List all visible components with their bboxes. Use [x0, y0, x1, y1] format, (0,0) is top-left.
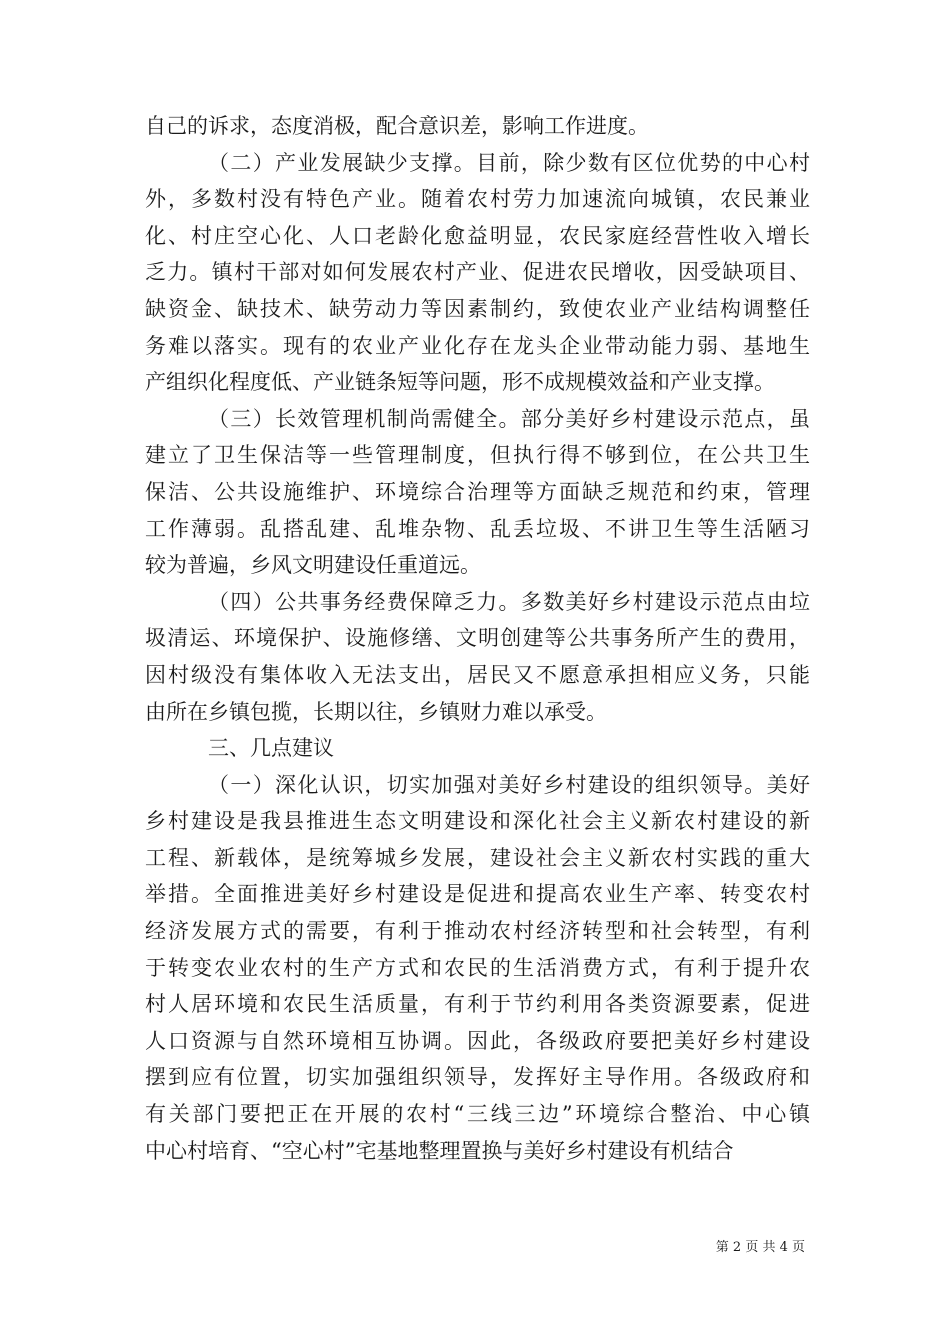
text-line: 工程、新载体，是统筹城乡发展，建设社会主义新农村实践的重大: [145, 845, 810, 870]
text-line: 化、村庄空心化、人口老龄化愈益明显，农民家庭经营性收入增长: [145, 223, 810, 248]
text-line: 摆到应有位置，切实加强组织领导，发挥好主导作用。各级政府和: [145, 1065, 810, 1090]
text-line: 建立了卫生保洁等一些管理制度，但执行得不够到位，在公共卫生: [145, 443, 810, 468]
text-line: 村人居环境和农民生活质量，有利于节约利用各类资源要素，促进: [145, 992, 810, 1017]
text-line: 中心村培育、“空心村”宅基地整理置换与美好乡村建设有机结合: [145, 1138, 734, 1163]
text-line: 圾清运、环境保护、设施修缮、文明创建等公共事务所产生的费用，: [145, 626, 810, 651]
text-line: （二）产业发展缺少支撑。目前，除少数有区位优势的中心村: [208, 150, 810, 175]
paragraph: [145, 584, 810, 730]
text-line: 缺资金、缺技术、缺劳动力等因素制约，致使农业产业结构调整任: [145, 296, 810, 321]
text-line: 有关部门要把正在开展的农村“三线三边”环境综合整治、中心镇: [145, 1102, 810, 1127]
text-line: 外，多数村没有特色产业。随着农村劳力加速流向城镇，农民兼业: [145, 187, 810, 212]
text-line: 保洁、公共设施维护、环境综合治理等方面缺乏规范和约束，管理: [145, 479, 810, 504]
text-line: 乏力。镇村干部对如何发展农村产业、促进农民增收，因受缺项目、: [145, 260, 810, 285]
text-line: 三、几点建议: [208, 736, 334, 761]
paragraph: [145, 730, 810, 767]
text-line: 于转变农业农村的生产方式和农民的生活消费方式，有利于提升农: [145, 955, 810, 980]
text-line: 乡村建设是我县推进生态文明建设和深化社会主义新农村建设的新: [145, 809, 810, 834]
text-line: 经济发展方式的需要，有利于推动农村经济转型和社会转型，有利: [145, 919, 810, 944]
text-line: 较为普遍，乡风文明建设任重道远。: [145, 553, 481, 578]
paragraph: [145, 145, 810, 401]
text-line: （三）长效管理机制尚需健全。部分美好乡村建设示范点，虽: [208, 406, 810, 431]
text-line: 因村级没有集体收入无法支出，居民又不愿意承担相应义务，只能: [145, 662, 810, 687]
paragraph: [145, 401, 810, 584]
text-line: 工作薄弱。乱搭乱建、乱堆杂物、乱丢垃圾、不讲卫生等生活陋习: [145, 516, 810, 541]
page-number: 第 2 页 共 4 页: [715, 1240, 805, 1255]
text-line: 举措。全面推进美好乡村建设是促进和提高农业生产率、转变农村: [145, 882, 810, 907]
paragraph: [145, 108, 810, 145]
text-line: （四）公共事务经费保障乏力。多数美好乡村建设示范点由垃: [208, 589, 810, 614]
text-line: 由所在乡镇包揽，长期以往，乡镇财力难以承受。: [145, 699, 607, 724]
document-body: [145, 108, 810, 1169]
text-line: 务难以落实。现有的农业产业化存在龙头企业带动能力弱、基地生: [145, 333, 810, 358]
text-line: 产组织化程度低、产业链条短等问题，形不成规模效益和产业支撑。: [145, 370, 775, 395]
text-line: 自己的诉求，态度消极，配合意识差，影响工作进度。: [145, 114, 649, 138]
text-line: 人口资源与自然环境相互协调。因此，各级政府要把美好乡村建设: [145, 1028, 810, 1053]
text-line: （一）深化认识，切实加强对美好乡村建设的组织领导。美好: [208, 772, 810, 797]
paragraph: [145, 767, 810, 1170]
